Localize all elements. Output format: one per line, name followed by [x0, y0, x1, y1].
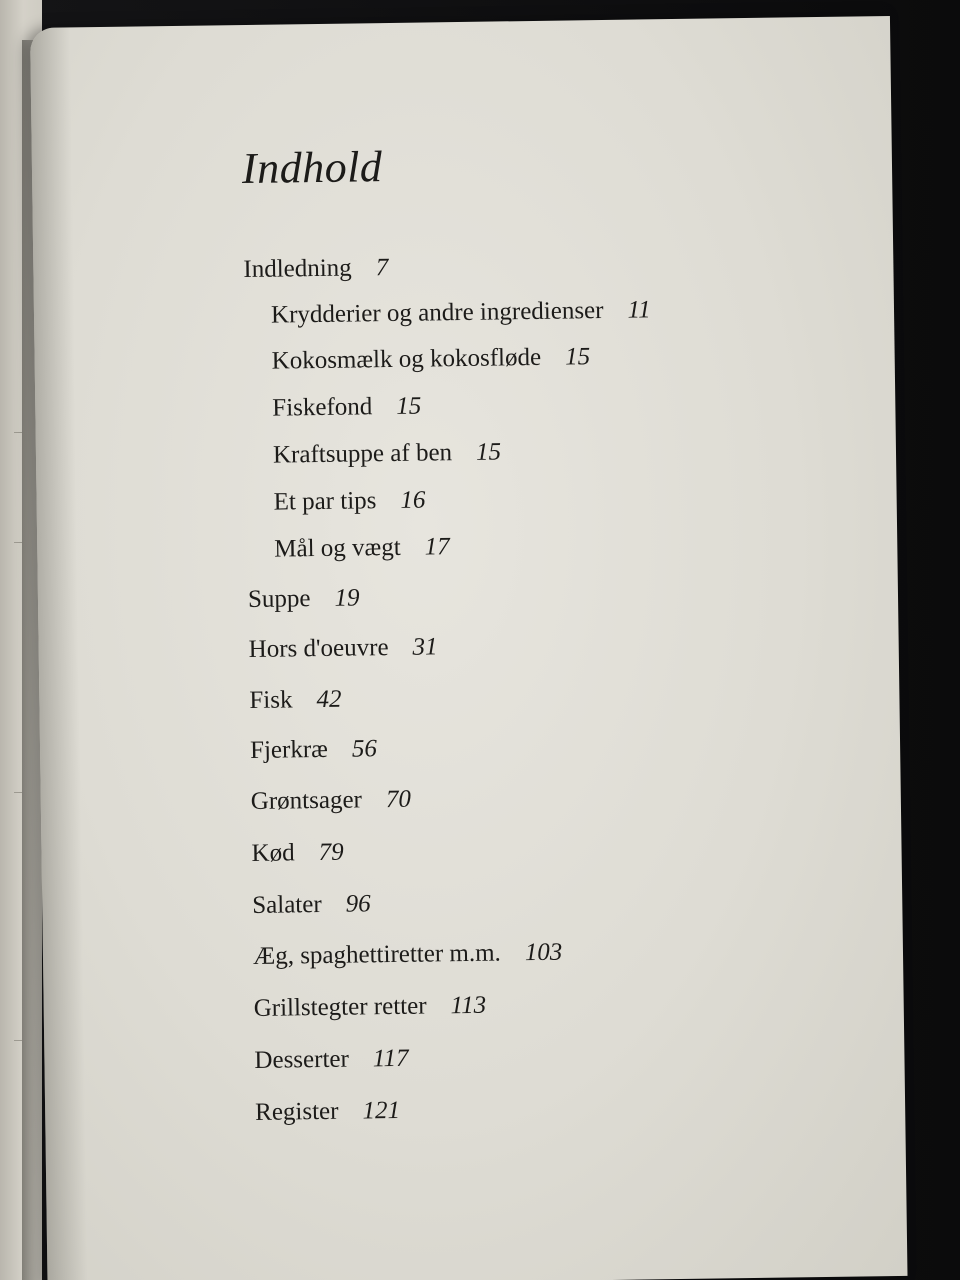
toc-entry-label: Kokosmælk og kokosfløde: [271, 343, 542, 375]
toc-entry-label: Fjerkræ: [249, 735, 329, 764]
toc-subentry: [245, 389, 652, 423]
book-page: [30, 16, 908, 1280]
toc-entry-page: 31: [412, 633, 438, 661]
table-of-contents: [242, 137, 662, 1127]
toc-subentry: [246, 483, 653, 517]
toc-entry-page: 17: [424, 533, 450, 561]
toc-entry-label: Grillstegter retter: [253, 992, 427, 1022]
toc-entry-page: 42: [316, 685, 342, 714]
toc-entry-page: 16: [400, 486, 426, 514]
toc-entry: [251, 834, 658, 868]
toc-entry-page: 70: [385, 785, 412, 814]
toc-entry: [254, 1041, 661, 1075]
toc-entry: [248, 580, 655, 614]
toc-entry-label: Mål og vægt: [274, 533, 401, 563]
toc-entry-page: 96: [345, 890, 371, 918]
toc-entry-label: Hors d'oeuvre: [248, 634, 389, 664]
toc-title: Indhold: [241, 142, 383, 194]
toc-entry-label: Suppe: [247, 585, 311, 614]
toc-entry-page: 121: [362, 1096, 401, 1125]
toc-entry: [255, 1093, 662, 1127]
toc-entry: [249, 630, 656, 664]
toc-entry: [250, 731, 657, 765]
toc-entry: [252, 886, 659, 920]
toc-entry-label: Et par tips: [273, 487, 377, 516]
toc-entry-page: 15: [475, 438, 502, 466]
toc-entry-page: 11: [627, 296, 651, 324]
toc-entry-label: Krydderier og andre ingredienser: [270, 297, 604, 329]
binding-stitch: [14, 432, 22, 439]
toc-entry-page: 15: [396, 392, 422, 420]
toc-entry-label: Fiskefond: [272, 393, 373, 422]
toc-entry-label: Register: [254, 1097, 339, 1126]
toc-entry-page: 103: [524, 938, 563, 967]
toc-entry-label: Indledning: [243, 254, 352, 284]
toc-entry-indledning: [243, 250, 650, 284]
binding-stitch: [14, 792, 22, 799]
toc-entry-label: Grøntsager: [250, 786, 363, 815]
toc-entry-label: Kraftsuppe af ben: [272, 439, 453, 469]
toc-list: [243, 250, 662, 1127]
toc-subentry: [244, 342, 651, 376]
toc-entry-page: 56: [351, 735, 378, 763]
toc-entry-page: 117: [372, 1044, 409, 1073]
binding-stitch: [14, 542, 22, 549]
binding-stitch: [14, 1040, 22, 1047]
toc-entry: [253, 937, 660, 971]
toc-entry-label: Desserter: [254, 1045, 350, 1074]
toc-entry-page: 15: [564, 343, 591, 371]
toc-subentry: [246, 436, 653, 470]
toc-entry-label: Æg, spaghettiretter m.m.: [252, 939, 502, 970]
toc-entry-page: 19: [334, 584, 360, 612]
toc-subentry: [244, 296, 651, 330]
toc-entry: [254, 989, 661, 1023]
toc-subentry: [247, 530, 654, 564]
toc-entry: [251, 782, 658, 816]
toc-entry-page: 113: [450, 991, 487, 1020]
toc-entry-label: Fisk: [249, 686, 293, 715]
toc-entry-page: 79: [318, 838, 344, 867]
toc-entry: [249, 681, 656, 715]
toc-entry-label: Kød: [251, 839, 295, 867]
toc-entry-page: 7: [375, 254, 389, 282]
toc-entry-label: Salater: [252, 891, 322, 919]
